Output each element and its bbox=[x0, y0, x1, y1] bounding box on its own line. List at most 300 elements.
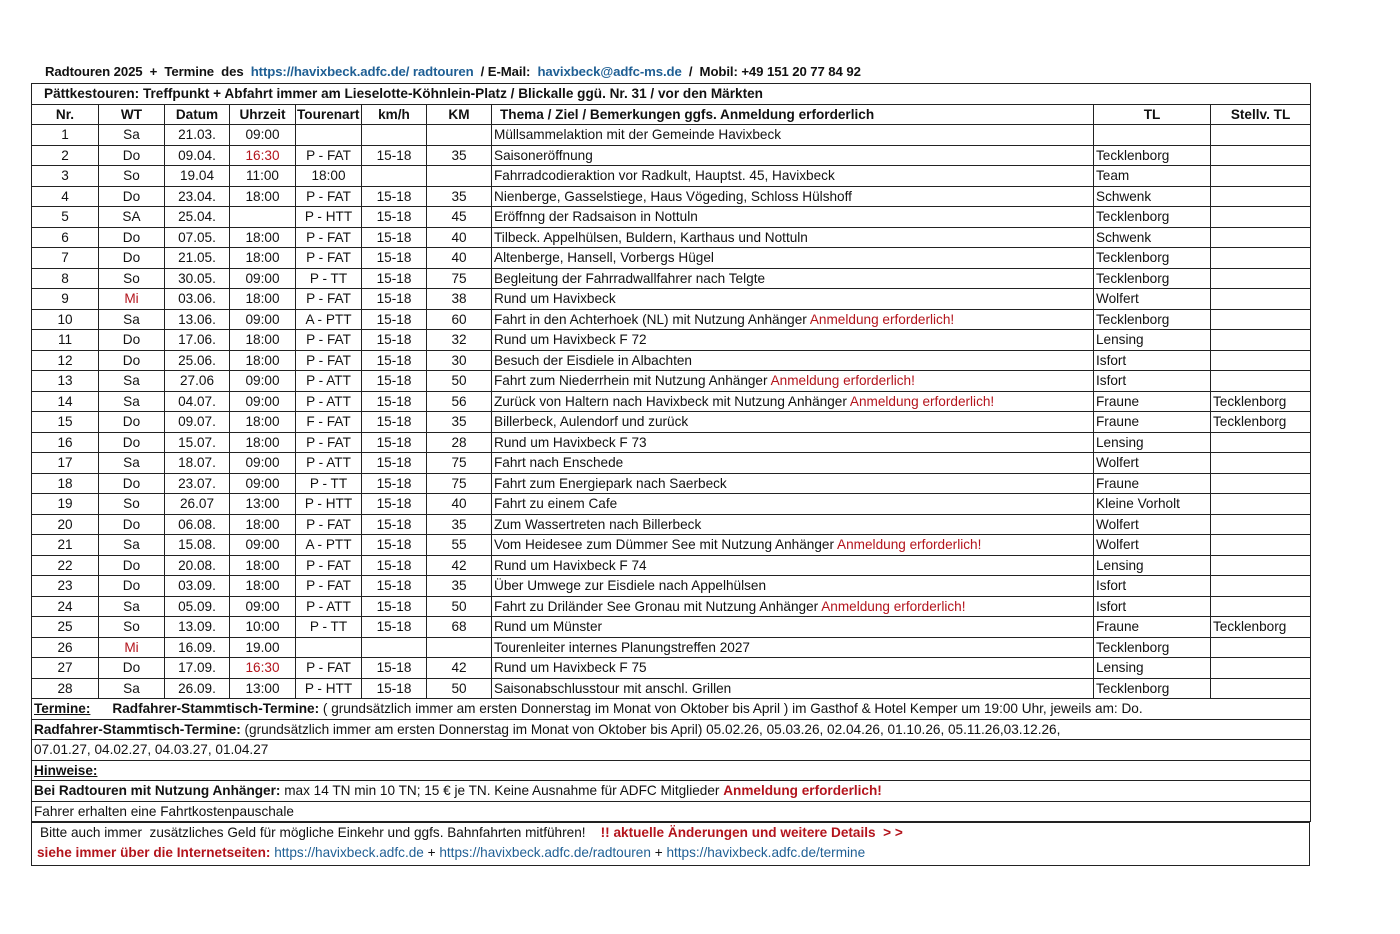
speed bbox=[362, 637, 427, 658]
tour-topic bbox=[492, 166, 1094, 187]
weekday: Do bbox=[99, 227, 165, 248]
tour-leader: Fraune bbox=[1094, 473, 1211, 494]
tour-number: 3 bbox=[32, 166, 99, 187]
tour-leader: Tecklenborg bbox=[1094, 637, 1211, 658]
tour-topic bbox=[492, 555, 1094, 576]
tour-topic bbox=[492, 432, 1094, 453]
topic-text: Rund um Havixbeck F 73 bbox=[494, 434, 647, 450]
date: 09.07. bbox=[165, 412, 230, 433]
speed: 15-18 bbox=[362, 391, 427, 412]
tour-row bbox=[32, 186, 1311, 207]
deputy-leader: Tecklenborg bbox=[1211, 617, 1311, 638]
distance: 40 bbox=[427, 227, 492, 248]
speed: 15-18 bbox=[362, 494, 427, 515]
date: 21.03. bbox=[165, 125, 230, 146]
deputy-leader bbox=[1211, 494, 1311, 515]
tour-topic bbox=[492, 678, 1094, 699]
tour-type: P - ATT bbox=[296, 596, 362, 617]
tour-table bbox=[31, 83, 1311, 822]
tour-topic bbox=[492, 248, 1094, 269]
col-header-tl: TL bbox=[1094, 104, 1211, 125]
date: 15.07. bbox=[165, 432, 230, 453]
tour-type: P - TT bbox=[296, 473, 362, 494]
distance: 75 bbox=[427, 473, 492, 494]
col-header-nr: Nr. bbox=[32, 104, 99, 125]
tour-type: P - ATT bbox=[296, 371, 362, 392]
speed: 15-18 bbox=[362, 350, 427, 371]
tour-number: 13 bbox=[32, 371, 99, 392]
meeting-point-note: Pättkestouren: Treffpunkt + Abfahrt immer am Lieselotte-Köhnlein-Platz / Blickalle ggü. Nr. 31 / vor den Märkten bbox=[32, 84, 1311, 105]
start-time: 09:00 bbox=[230, 371, 296, 392]
tour-topic bbox=[492, 186, 1094, 207]
speed: 15-18 bbox=[362, 268, 427, 289]
tour-leader: Fraune bbox=[1094, 391, 1211, 412]
start-time: 19.00 bbox=[230, 637, 296, 658]
date: 17.06. bbox=[165, 330, 230, 351]
radtouren-link[interactable]: https://havixbeck.adfc.de/ radtouren bbox=[250, 64, 474, 79]
deputy-leader bbox=[1211, 555, 1311, 576]
tour-type: P - HTT bbox=[296, 494, 362, 515]
tour-number: 8 bbox=[32, 268, 99, 289]
stammtisch-text: ( grundsätzlich immer am ersten Donnerstag im Monat von Oktober bis April ) im Gasthof & Hotel Kemper um 19:00 Uhr, jeweils am: Do. bbox=[319, 701, 1143, 717]
distance: 35 bbox=[427, 576, 492, 597]
termine-link[interactable]: https://havixbeck.adfc.de/termine bbox=[666, 845, 866, 860]
deputy-leader bbox=[1211, 535, 1311, 556]
radtouren-page-link[interactable]: https://havixbeck.adfc.de/radtouren bbox=[439, 845, 651, 860]
distance: 68 bbox=[427, 617, 492, 638]
tour-number: 10 bbox=[32, 309, 99, 330]
tour-type: P - FAT bbox=[296, 248, 362, 269]
start-time: 09:00 bbox=[230, 268, 296, 289]
topic-text: Nienberge, Gasselstiege, Haus Vögeding, Schloss Hülshoff bbox=[494, 188, 852, 204]
tour-topic bbox=[492, 637, 1094, 658]
weekday: So bbox=[99, 166, 165, 187]
weekday: Do bbox=[99, 330, 165, 351]
deputy-leader bbox=[1211, 289, 1311, 310]
tour-row bbox=[32, 494, 1311, 515]
date: 03.06. bbox=[165, 289, 230, 310]
plus-separator: + bbox=[650, 845, 667, 860]
speed: 15-18 bbox=[362, 412, 427, 433]
topic-text: Rund um Havixbeck F 74 bbox=[494, 557, 647, 573]
tour-leader: Team bbox=[1094, 166, 1211, 187]
tour-topic bbox=[492, 494, 1094, 515]
tour-leader: Wolfert bbox=[1094, 289, 1211, 310]
distance: 38 bbox=[427, 289, 492, 310]
deputy-leader bbox=[1211, 186, 1311, 207]
tour-row bbox=[32, 453, 1311, 474]
mobile-number: / Mobil: +49 151 20 77 84 92 bbox=[681, 64, 861, 79]
topic-text: Saisoneröffnung bbox=[494, 147, 593, 163]
fahrer-note: Fahrer erhalten eine Fahrtkostenpauschale bbox=[32, 801, 1311, 822]
tour-leader: Isfort bbox=[1094, 576, 1211, 597]
tour-type: P - FAT bbox=[296, 658, 362, 679]
stammtisch-dates-text: (grundsätzlich immer am ersten Donnerstag im Monat von Oktober bis April) 05.02.26, 05.03.26, 02.04.26, 01.10.26, 05.11.26,03.12.26, bbox=[240, 721, 1061, 737]
date: 09.04. bbox=[165, 145, 230, 166]
tour-leader: Lensing bbox=[1094, 658, 1211, 679]
start-time: 18:00 bbox=[230, 432, 296, 453]
start-time: 18:00 bbox=[230, 227, 296, 248]
date: 19.04 bbox=[165, 166, 230, 187]
start-time: 18:00 bbox=[230, 330, 296, 351]
speed: 15-18 bbox=[362, 473, 427, 494]
email-link[interactable]: havixbeck@adfc-ms.de bbox=[537, 64, 682, 79]
tour-number: 28 bbox=[32, 678, 99, 699]
tour-type: P - TT bbox=[296, 268, 362, 289]
hinweise-label: Hinweise: bbox=[34, 762, 98, 778]
date: 13.09. bbox=[165, 617, 230, 638]
distance: 75 bbox=[427, 453, 492, 474]
distance bbox=[427, 637, 492, 658]
distance: 42 bbox=[427, 555, 492, 576]
weekday: Mi bbox=[99, 289, 165, 310]
tour-type: P - FAT bbox=[296, 330, 362, 351]
tour-number: 24 bbox=[32, 596, 99, 617]
speed: 15-18 bbox=[362, 145, 427, 166]
column-header-row bbox=[32, 104, 1311, 125]
tour-topic bbox=[492, 145, 1094, 166]
speed: 15-18 bbox=[362, 371, 427, 392]
date: 07.05. bbox=[165, 227, 230, 248]
date: 26.09. bbox=[165, 678, 230, 699]
tour-type: P - FAT bbox=[296, 227, 362, 248]
tour-type bbox=[296, 125, 362, 146]
deputy-leader bbox=[1211, 330, 1311, 351]
start-time: 09:00 bbox=[230, 309, 296, 330]
topic-text: Zurück von Haltern nach Havixbeck mit Nutzung Anhänger bbox=[494, 393, 850, 409]
stammtisch-dates-row bbox=[32, 719, 1311, 740]
tour-leader: Fraune bbox=[1094, 617, 1211, 638]
date: 18.07. bbox=[165, 453, 230, 474]
weekday: So bbox=[99, 494, 165, 515]
tour-row bbox=[32, 555, 1311, 576]
weekday: Do bbox=[99, 248, 165, 269]
tour-topic bbox=[492, 289, 1094, 310]
tour-number: 2 bbox=[32, 145, 99, 166]
col-header-tourenart: Tourenart bbox=[296, 104, 362, 125]
tour-leader: Fraune bbox=[1094, 412, 1211, 433]
tour-row bbox=[32, 473, 1311, 494]
tour-row bbox=[32, 248, 1311, 269]
tour-topic bbox=[492, 268, 1094, 289]
topic-text: Tilbeck. Appelhülsen, Buldern, Karthaus und Nottuln bbox=[494, 229, 808, 245]
distance: 35 bbox=[427, 186, 492, 207]
anmeldung-required: Anmeldung erforderlich! bbox=[723, 783, 882, 799]
topic-text: Fahrt zum Niederrhein mit Nutzung Anhänger bbox=[494, 373, 771, 389]
distance bbox=[427, 166, 492, 187]
tour-leader: Tecklenborg bbox=[1094, 268, 1211, 289]
weekday: Do bbox=[99, 576, 165, 597]
distance: 42 bbox=[427, 658, 492, 679]
speed: 15-18 bbox=[362, 227, 427, 248]
start-time: 09:00 bbox=[230, 391, 296, 412]
tour-row bbox=[32, 309, 1311, 330]
weekday: Sa bbox=[99, 596, 165, 617]
topic-text: Besuch der Eisdiele in Albachten bbox=[494, 352, 692, 368]
termine-row bbox=[32, 699, 1311, 720]
weekday: So bbox=[99, 617, 165, 638]
weekday: SA bbox=[99, 207, 165, 228]
topic-text: Begleitung der Fahrradwallfahrer nach Telgte bbox=[494, 270, 766, 286]
tour-number: 7 bbox=[32, 248, 99, 269]
tour-type: P - FAT bbox=[296, 186, 362, 207]
tour-number: 4 bbox=[32, 186, 99, 207]
tour-type bbox=[296, 637, 362, 658]
tour-row bbox=[32, 596, 1311, 617]
tour-row bbox=[32, 227, 1311, 248]
date: 06.08. bbox=[165, 514, 230, 535]
tour-number: 6 bbox=[32, 227, 99, 248]
date: 05.09. bbox=[165, 596, 230, 617]
tour-row bbox=[32, 412, 1311, 433]
topic-text: Vom Heidesee zum Dümmer See mit Nutzung Anhänger bbox=[494, 537, 838, 553]
changes-note: !! aktuelle Änderungen und weitere Details > > bbox=[600, 825, 903, 840]
topic-text: Fahrt zu einem Cafe bbox=[494, 496, 618, 512]
weekday: So bbox=[99, 268, 165, 289]
distance: 56 bbox=[427, 391, 492, 412]
footer-box bbox=[31, 822, 1310, 866]
speed: 15-18 bbox=[362, 309, 427, 330]
deputy-leader bbox=[1211, 227, 1311, 248]
start-time: 11:00 bbox=[230, 166, 296, 187]
start-time: 18:00 bbox=[230, 412, 296, 433]
speed: 15-18 bbox=[362, 330, 427, 351]
tour-row bbox=[32, 207, 1311, 228]
distance bbox=[427, 125, 492, 146]
tour-number: 16 bbox=[32, 432, 99, 453]
speed: 15-18 bbox=[362, 432, 427, 453]
tour-type: A - PTT bbox=[296, 309, 362, 330]
tour-number: 9 bbox=[32, 289, 99, 310]
footer-line-1 bbox=[40, 825, 903, 840]
tour-type: P - FAT bbox=[296, 514, 362, 535]
speed: 15-18 bbox=[362, 617, 427, 638]
speed: 15-18 bbox=[362, 514, 427, 535]
start-time: 09:00 bbox=[230, 535, 296, 556]
registration-required-note: Anmeldung erforderlich! bbox=[837, 537, 982, 553]
tour-number: 27 bbox=[32, 658, 99, 679]
tour-row bbox=[32, 166, 1311, 187]
speed: 15-18 bbox=[362, 596, 427, 617]
tour-topic bbox=[492, 576, 1094, 597]
tour-number: 21 bbox=[32, 535, 99, 556]
tour-leader: Tecklenborg bbox=[1094, 207, 1211, 228]
speed: 15-18 bbox=[362, 555, 427, 576]
tour-leader: Isfort bbox=[1094, 371, 1211, 392]
start-time: 16:30 bbox=[230, 658, 296, 679]
topic-text: Rund um Havixbeck F 72 bbox=[494, 332, 647, 348]
date: 25.04. bbox=[165, 207, 230, 228]
distance: 40 bbox=[427, 248, 492, 269]
weekday: Mi bbox=[99, 637, 165, 658]
deputy-leader bbox=[1211, 309, 1311, 330]
col-header-datum: Datum bbox=[165, 104, 230, 125]
distance: 50 bbox=[427, 371, 492, 392]
deputy-leader bbox=[1211, 371, 1311, 392]
tour-type: P - FAT bbox=[296, 289, 362, 310]
tour-topic bbox=[492, 617, 1094, 638]
topic-text: Zum Wassertreten nach Billerbeck bbox=[494, 516, 702, 532]
speed: 15-18 bbox=[362, 248, 427, 269]
deputy-leader bbox=[1211, 576, 1311, 597]
deputy-leader bbox=[1211, 125, 1311, 146]
tour-topic bbox=[492, 125, 1094, 146]
tour-topic bbox=[492, 207, 1094, 228]
date: 27.06 bbox=[165, 371, 230, 392]
distance: 30 bbox=[427, 350, 492, 371]
topic-text: Fahrt zu Driländer See Gronau mit Nutzung Anhänger bbox=[494, 598, 822, 614]
col-header-stellv-tl: Stellv. TL bbox=[1211, 104, 1311, 125]
anhaenger-label: Bei Radtouren mit Nutzung Anhänger: bbox=[34, 783, 281, 799]
tour-row bbox=[32, 514, 1311, 535]
weekday: Do bbox=[99, 555, 165, 576]
deputy-leader bbox=[1211, 350, 1311, 371]
tour-number: 15 bbox=[32, 412, 99, 433]
tour-row bbox=[32, 371, 1311, 392]
tour-row bbox=[32, 289, 1311, 310]
speed: 15-18 bbox=[362, 453, 427, 474]
tour-type: A - PTT bbox=[296, 535, 362, 556]
start-time: 18:00 bbox=[230, 186, 296, 207]
col-header-km: KM bbox=[427, 104, 492, 125]
topic-text: Altenberge, Hansell, Vorbergs Hügel bbox=[494, 250, 714, 266]
topic-text: Über Umwege zur Eisdiele nach Appelhülsen bbox=[494, 578, 767, 594]
start-time: 13:00 bbox=[230, 494, 296, 515]
tour-row bbox=[32, 145, 1311, 166]
start-time: 09:00 bbox=[230, 473, 296, 494]
tour-number: 22 bbox=[32, 555, 99, 576]
weekday: Sa bbox=[99, 535, 165, 556]
topic-text: Tourenleiter internes Planungstreffen 2027 bbox=[494, 639, 750, 655]
start-time: 18:00 bbox=[230, 289, 296, 310]
tour-leader: Isfort bbox=[1094, 350, 1211, 371]
distance: 35 bbox=[427, 145, 492, 166]
tour-leader: Tecklenborg bbox=[1094, 145, 1211, 166]
tour-topic bbox=[492, 391, 1094, 412]
tour-row bbox=[32, 617, 1311, 638]
tour-topic bbox=[492, 350, 1094, 371]
start-time: 18:00 bbox=[230, 555, 296, 576]
tour-leader: Wolfert bbox=[1094, 535, 1211, 556]
deputy-leader bbox=[1211, 432, 1311, 453]
date: 26.07 bbox=[165, 494, 230, 515]
weekday: Sa bbox=[99, 371, 165, 392]
speed: 15-18 bbox=[362, 678, 427, 699]
col-header-wt: WT bbox=[99, 104, 165, 125]
start-time: 09:00 bbox=[230, 596, 296, 617]
tour-number: 11 bbox=[32, 330, 99, 351]
deputy-leader bbox=[1211, 207, 1311, 228]
deputy-leader bbox=[1211, 473, 1311, 494]
tour-topic bbox=[492, 658, 1094, 679]
tour-leader: Kleine Vorholt bbox=[1094, 494, 1211, 515]
start-time: 18:00 bbox=[230, 576, 296, 597]
tour-number: 17 bbox=[32, 453, 99, 474]
distance: 32 bbox=[427, 330, 492, 351]
tour-row bbox=[32, 678, 1311, 699]
distance: 50 bbox=[427, 678, 492, 699]
date: 17.09. bbox=[165, 658, 230, 679]
tour-row bbox=[32, 576, 1311, 597]
registration-required-note: Anmeldung erforderlich! bbox=[809, 311, 955, 327]
distance: 40 bbox=[427, 494, 492, 515]
date: 03.09. bbox=[165, 576, 230, 597]
tour-row bbox=[32, 535, 1311, 556]
weekday: Sa bbox=[99, 391, 165, 412]
tour-number: 5 bbox=[32, 207, 99, 228]
tour-topic bbox=[492, 473, 1094, 494]
deputy-leader bbox=[1211, 637, 1311, 658]
registration-required-note: Anmeldung erforderlich! bbox=[770, 373, 915, 389]
col-header-uhrzeit: Uhrzeit bbox=[230, 104, 296, 125]
tour-number: 19 bbox=[32, 494, 99, 515]
deputy-leader bbox=[1211, 514, 1311, 535]
date: 15.08. bbox=[165, 535, 230, 556]
start-time: 18:00 bbox=[230, 514, 296, 535]
tour-leader: Wolfert bbox=[1094, 453, 1211, 474]
speed bbox=[362, 125, 427, 146]
tour-row bbox=[32, 125, 1311, 146]
home-link[interactable]: https://havixbeck.adfc.de bbox=[274, 845, 424, 860]
speed: 15-18 bbox=[362, 658, 427, 679]
tour-type: P - FAT bbox=[296, 576, 362, 597]
tour-type: P - TT bbox=[296, 617, 362, 638]
distance: 45 bbox=[427, 207, 492, 228]
tour-topic bbox=[492, 330, 1094, 351]
topic-text: Eröffnng der Radsaison in Nottuln bbox=[494, 209, 698, 225]
tour-topic bbox=[492, 412, 1094, 433]
tour-type: 18:00 bbox=[296, 166, 362, 187]
weekday: Do bbox=[99, 432, 165, 453]
date: 04.07. bbox=[165, 391, 230, 412]
distance: 55 bbox=[427, 535, 492, 556]
tour-row bbox=[32, 330, 1311, 351]
start-time: 13:00 bbox=[230, 678, 296, 699]
speed: 15-18 bbox=[362, 186, 427, 207]
stammtisch-dates-label: Radfahrer-Stammtisch-Termine: bbox=[34, 721, 241, 737]
tour-leader: Lensing bbox=[1094, 330, 1211, 351]
weekday: Do bbox=[99, 350, 165, 371]
deputy-leader: Tecklenborg bbox=[1211, 391, 1311, 412]
start-time: 18:00 bbox=[230, 248, 296, 269]
deputy-leader bbox=[1211, 596, 1311, 617]
tour-topic bbox=[492, 371, 1094, 392]
hinweise-row bbox=[32, 760, 1311, 781]
weekday: Sa bbox=[99, 125, 165, 146]
speed bbox=[362, 166, 427, 187]
weekday: Do bbox=[99, 658, 165, 679]
tour-leader: Schwenk bbox=[1094, 186, 1211, 207]
start-time bbox=[230, 207, 296, 228]
weekday: Do bbox=[99, 514, 165, 535]
tour-topic bbox=[492, 514, 1094, 535]
tour-type: P - ATT bbox=[296, 391, 362, 412]
registration-required-note: Anmeldung erforderlich! bbox=[849, 393, 995, 409]
col-header-thema: Thema / Ziel / Bemerkungen ggfs. Anmeldung erforderlich bbox=[492, 104, 1094, 125]
tour-leader: Tecklenborg bbox=[1094, 309, 1211, 330]
speed: 15-18 bbox=[362, 207, 427, 228]
tour-leader: Isfort bbox=[1094, 596, 1211, 617]
anhaenger-text: max 14 TN min 10 TN; 15 € je TN. Keine Ausnahme für ADFC Mitglieder bbox=[280, 783, 724, 799]
tour-leader: Schwenk bbox=[1094, 227, 1211, 248]
termine-label: Termine: bbox=[34, 701, 91, 717]
distance: 60 bbox=[427, 309, 492, 330]
tour-type: P - HTT bbox=[296, 678, 362, 699]
plus-separator: + bbox=[423, 845, 440, 860]
tour-number: 25 bbox=[32, 617, 99, 638]
tour-number: 14 bbox=[32, 391, 99, 412]
deputy-leader bbox=[1211, 658, 1311, 679]
